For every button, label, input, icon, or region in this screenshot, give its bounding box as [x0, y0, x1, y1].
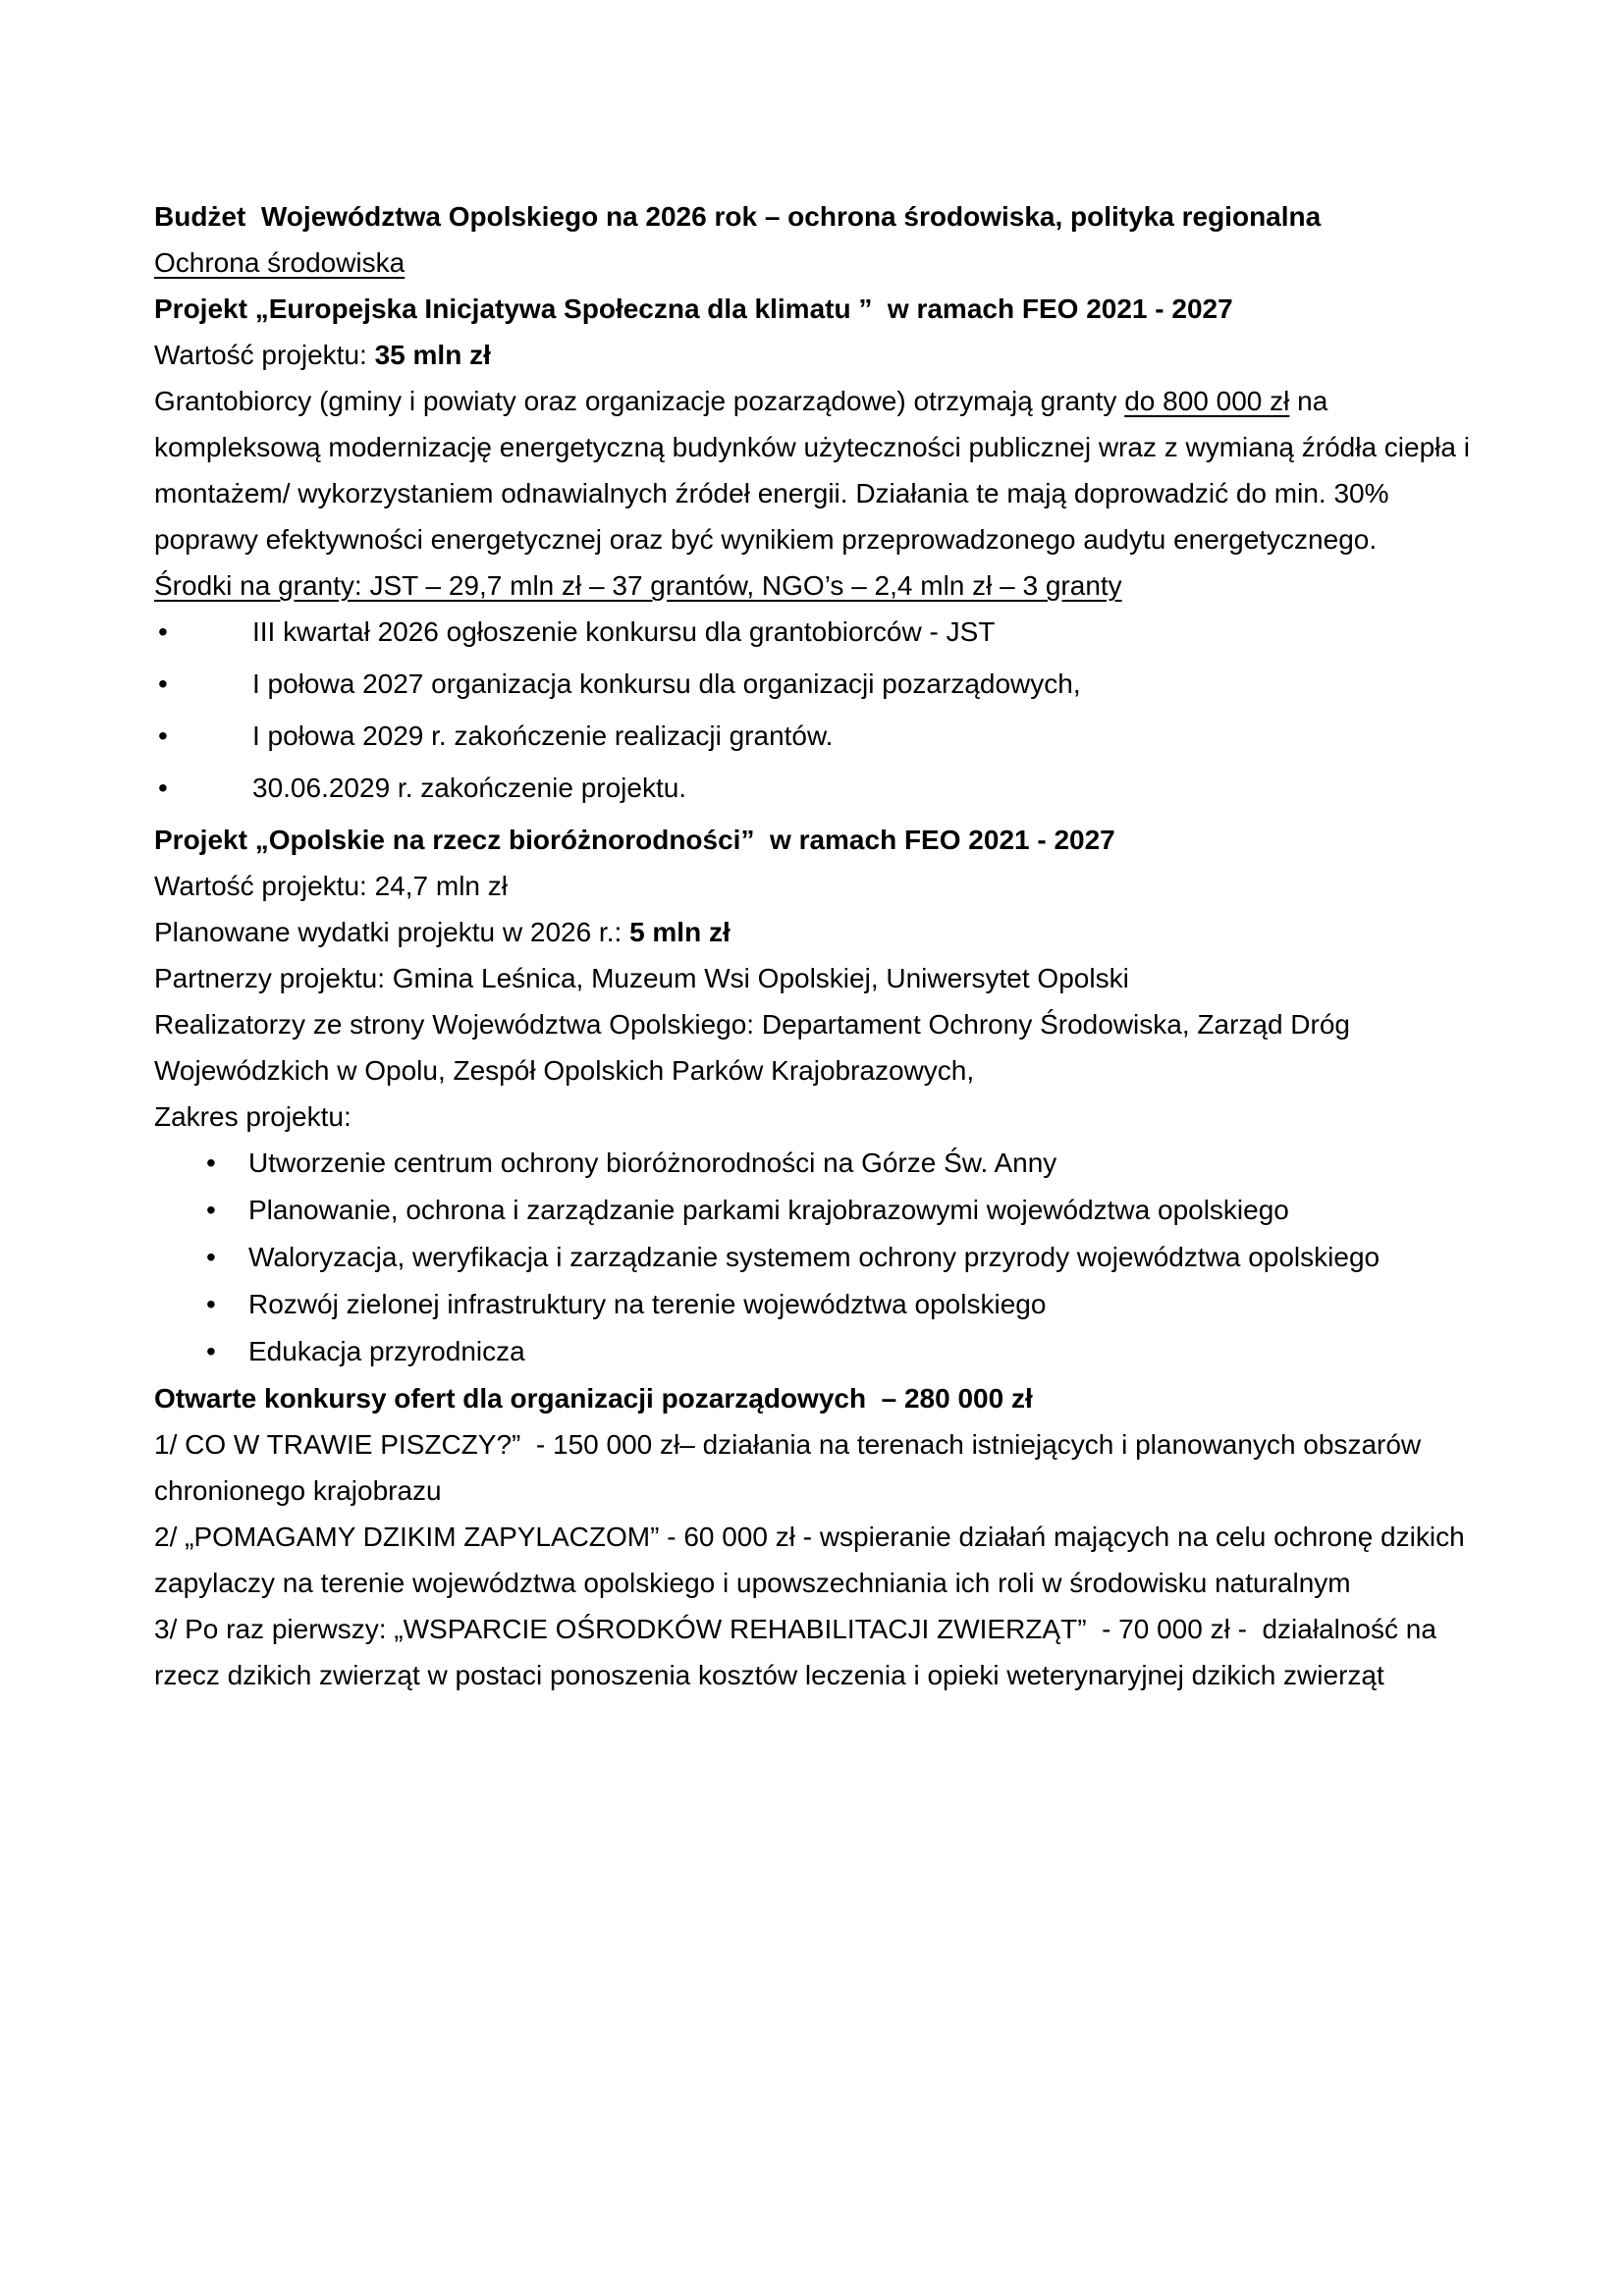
- document-title: Budżet Województwa Opolskiego na 2026 rok – ochrona środowiska, polityka regionalna: [154, 201, 1322, 232]
- section-heading-text: Ochrona środowiska: [154, 247, 406, 278]
- grant-paragraph-start: Grantobiorcy (gminy i powiaty oraz organizacje pozarządowe) otrzymają granty: [154, 386, 1125, 416]
- project1-value-amount: 35 mln zł: [374, 340, 491, 370]
- contest-item-1: 1/ CO W TRAWIE PISZCZY?” - 150 000 zł– działania na terenach istniejących i planowanych obszarów chronionego krajobrazu: [154, 1429, 1429, 1506]
- milestone-item: • I połowa 2027 organizacja konkursu dla organizacji pozarządowych,: [154, 661, 1470, 707]
- project2-value-line: Wartość projektu: 24,7 mln zł: [154, 871, 508, 901]
- scope-item: • Rozwój zielonej infrastruktury na terenie województwa opolskiego: [154, 1281, 1470, 1327]
- section-heading: [154, 240, 1470, 286]
- project1-grant-paragraph: [154, 378, 1478, 562]
- project1-value-label: Wartość projektu:: [154, 340, 375, 370]
- project2-implementers-line: Realizatorzy ze strony Województwa Opolskiego: Departament Ochrony Środowiska, Zarząd Dróg Wojewódzkich w Opolu, Zespół Opolskich Parków Krajobrazowych,: [154, 1009, 1358, 1086]
- grant-paragraph-underlined-amount: do 800 000 zł: [1124, 386, 1290, 416]
- project2-planned-line: [154, 909, 1470, 955]
- scope-item: • Waloryzacja, weryfikacja i zarządzanie systemem ochrony przyrody województwa opolskiego: [154, 1234, 1470, 1280]
- contest-item-3: 3/ Po raz pierwszy: „WSPARCIE OŚRODKÓW REHABILITACJI ZWIERZĄT” - 70 000 zł - działalność na rzecz dzikich zwierząt w postaci ponoszenia kosztów leczenia i opieki weterynaryjnej dzikich zwierząt: [154, 1614, 1444, 1690]
- project1-value-line: [154, 332, 1470, 378]
- project2-scope-list: [154, 1140, 1470, 1374]
- milestone-item: • 30.06.2029 r. zakończenie projektu.: [154, 765, 1470, 811]
- project2-planned-amount: 5 mln zł: [629, 917, 731, 947]
- milestone-item: • III kwartał 2026 ogłoszenie konkursu dla grantobiorców - JST: [154, 609, 1470, 655]
- project1-heading: Projekt „Europejska Inicjatywa Społeczna dla klimatu ” w ramach FEO 2021 - 2027: [154, 294, 1233, 324]
- scope-item: • Utworzenie centrum ochrony bioróżnorodności na Górze Św. Anny: [154, 1140, 1470, 1186]
- contests-heading: Otwarte konkursy ofert dla organizacji pozarządowych – 280 000 zł: [154, 1383, 1033, 1414]
- contest-item-2: 2/ „POMAGAMY DZIKIM ZAPYLACZOM” - 60 000 zł - wspieranie działań mających na celu ochronę dzikich zapylaczy na terenie województwa opolskiego i upowszechniania ich roli w środowisku naturalnym: [154, 1522, 1473, 1598]
- project2-scope-label: Zakres projektu:: [154, 1101, 352, 1132]
- project2-heading: Projekt „Opolskie na rzecz bioróżnorodności” w ramach FEO 2021 - 2027: [154, 825, 1115, 855]
- project2-planned-label: Planowane wydatki projektu w 2026 r.:: [154, 917, 630, 947]
- project1-funds-line: [154, 562, 1470, 609]
- milestone-item: • I połowa 2029 r. zakończenie realizacji grantów.: [154, 713, 1470, 759]
- project1-funds-line-text: Środki na granty: JST – 29,7 mln zł – 37 grantów, NGO’s – 2,4 mln zł – 3 granty: [154, 570, 1122, 601]
- project2-partners-line: Partnerzy projektu: Gmina Leśnica, Muzeum Wsi Opolskiej, Uniwersytet Opolski: [154, 963, 1129, 993]
- scope-item: • Edukacja przyrodnicza: [154, 1328, 1470, 1374]
- scope-item: • Planowanie, ochrona i zarządzanie parkami krajobrazowymi województwa opolskiego: [154, 1187, 1470, 1233]
- project1-milestones-list: [154, 609, 1470, 811]
- grant-paragraph-end: na kompleksową modernizację energetyczną budynków użyteczności publicznej wraz z wymianą źródła ciepła i montażem/ wykorzystaniem odnawialnych źródeł energii. Działania te mają doprowadzić do min. 30% poprawy efektywności energetycznej oraz być wynikiem przeprowadzonego audytu energetycznego.: [154, 386, 1478, 555]
